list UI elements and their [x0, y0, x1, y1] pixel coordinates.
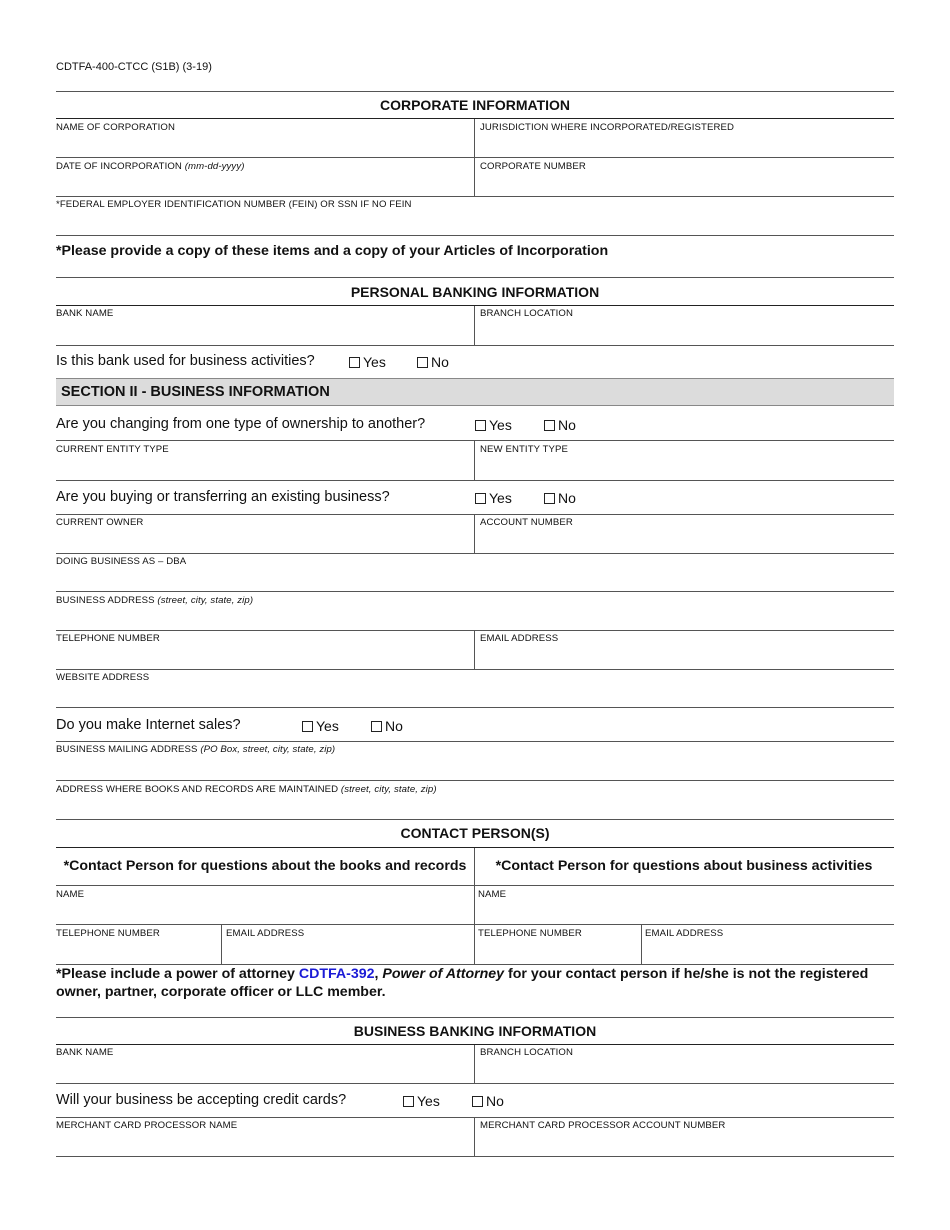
no-label: No — [431, 354, 449, 370]
corporate-number-field[interactable]: CORPORATE NUMBER — [480, 161, 586, 172]
buying-yes-checkbox[interactable] — [475, 490, 512, 506]
divider — [56, 91, 894, 92]
current-owner-field[interactable]: CURRENT OWNER — [56, 517, 144, 528]
divider — [56, 553, 894, 554]
power-of-attorney-note — [56, 965, 894, 1001]
business-contact-name-field[interactable]: NAME — [478, 889, 507, 900]
date-of-incorporation-label: DATE OF INCORPORATION — [56, 161, 182, 172]
column-divider — [474, 515, 475, 553]
internet-no-checkbox[interactable] — [371, 718, 403, 734]
mailing-address-hint: (PO Box, street, city, state, zip) — [200, 744, 336, 755]
buying-business-question: Are you buying or transferring an existing business? — [56, 489, 390, 505]
divider — [56, 819, 894, 820]
business-contact-email-field[interactable]: EMAIL ADDRESS — [645, 928, 724, 939]
divider — [56, 741, 894, 742]
yes-label: Yes — [417, 1093, 440, 1109]
articles-note: *Please provide a copy of these items and a copy of your Articles of Incorporation — [56, 243, 609, 259]
website-field[interactable]: WEBSITE ADDRESS — [56, 672, 150, 683]
merchant-processor-name-field[interactable]: MERCHANT CARD PROCESSOR NAME — [56, 1120, 238, 1131]
mailing-address-field[interactable] — [56, 744, 335, 755]
divider — [56, 196, 894, 197]
divider — [56, 345, 894, 346]
form-page — [56, 0, 894, 1230]
business-bank-name-field[interactable]: BANK NAME — [56, 1047, 114, 1058]
business-use-question: Is this bank used for business activities? — [56, 353, 315, 369]
books-address-label: ADDRESS WHERE BOOKS AND RECORDS ARE MAINTAINED — [56, 784, 339, 795]
books-address-hint: (street, city, state, zip) — [340, 784, 437, 795]
ownership-change-question: Are you changing from one type of ownership to another? — [56, 416, 426, 432]
business-branch-location-field[interactable]: BRANCH LOCATION — [480, 1047, 574, 1058]
note-italic: Power of Attorney — [382, 966, 505, 982]
divider — [56, 277, 894, 278]
books-contact-name-field[interactable]: NAME — [56, 889, 85, 900]
divider — [56, 1044, 894, 1045]
column-divider — [474, 306, 475, 345]
divider — [56, 480, 894, 481]
business-address-label: BUSINESS ADDRESS — [56, 595, 155, 606]
business-address-field[interactable] — [56, 595, 253, 606]
divider — [56, 847, 894, 848]
business-telephone-field[interactable]: TELEPHONE NUMBER — [56, 633, 160, 644]
divider — [56, 235, 894, 236]
books-contact-heading: *Contact Person for questions about the books and records — [63, 858, 467, 874]
column-divider — [641, 925, 642, 964]
books-contact-telephone-field[interactable]: TELEPHONE NUMBER — [56, 928, 160, 939]
contact-persons-title: CONTACT PERSON(S) — [400, 825, 550, 841]
business-address-hint: (street, city, state, zip) — [157, 595, 254, 606]
corporate-info-title: CORPORATE INFORMATION — [379, 97, 571, 113]
note-text: , — [374, 966, 383, 982]
checkbox-box — [403, 1096, 414, 1107]
divider — [56, 118, 894, 119]
divider — [56, 514, 894, 515]
fein-field[interactable]: *FEDERAL EMPLOYER IDENTIFICATION NUMBER (FEIN) OR SSN IF NO FEIN — [56, 199, 412, 210]
checkbox-box — [475, 420, 486, 431]
note-text: *Please include a power of attorney — [56, 966, 299, 982]
divider — [56, 1017, 894, 1018]
form-id: CDTFA-400-CTCC (S1B) (3-19) — [56, 61, 212, 73]
column-divider — [474, 1118, 475, 1156]
new-entity-type-field[interactable]: NEW ENTITY TYPE — [480, 444, 569, 455]
checkbox-box — [544, 493, 555, 504]
divider — [56, 630, 894, 631]
column-divider — [474, 631, 475, 669]
checkbox-box — [475, 493, 486, 504]
buying-no-checkbox[interactable] — [544, 490, 576, 506]
divider — [56, 669, 894, 670]
date-of-incorporation-field[interactable] — [56, 161, 245, 172]
personal-banking-title: PERSONAL BANKING INFORMATION — [350, 284, 600, 300]
divider — [56, 591, 894, 592]
divider — [56, 780, 894, 781]
credit-cards-no-checkbox[interactable] — [472, 1093, 504, 1109]
divider — [56, 157, 894, 158]
yes-label: Yes — [316, 718, 339, 734]
divider — [56, 885, 894, 886]
business-use-yes-checkbox[interactable] — [349, 354, 386, 370]
no-label: No — [385, 718, 403, 734]
divider — [56, 1083, 894, 1084]
business-use-no-checkbox[interactable] — [417, 354, 449, 370]
personal-bank-name-field[interactable]: BANK NAME — [56, 308, 114, 319]
current-entity-type-field[interactable]: CURRENT ENTITY TYPE — [56, 444, 169, 455]
merchant-account-number-field[interactable]: MERCHANT CARD PROCESSOR ACCOUNT NUMBER — [480, 1120, 726, 1131]
business-banking-title: BUSINESS BANKING INFORMATION — [353, 1023, 597, 1039]
business-contact-telephone-field[interactable]: TELEPHONE NUMBER — [478, 928, 582, 939]
dba-field[interactable]: DOING BUSINESS AS – DBA — [56, 556, 187, 567]
yes-label: Yes — [489, 417, 512, 433]
internet-yes-checkbox[interactable] — [302, 718, 339, 734]
divider — [56, 440, 894, 441]
yes-label: Yes — [363, 354, 386, 370]
no-label: No — [558, 490, 576, 506]
yes-label: Yes — [489, 490, 512, 506]
checkbox-box — [544, 420, 555, 431]
name-of-corporation-field[interactable]: NAME OF CORPORATION — [56, 122, 175, 133]
books-address-field[interactable] — [56, 784, 437, 795]
ownership-yes-checkbox[interactable] — [475, 417, 512, 433]
ownership-no-checkbox[interactable] — [544, 417, 576, 433]
credit-cards-question: Will your business be accepting credit cards? — [56, 1092, 347, 1108]
note-text: for your contact person if he/she is not the registered owner, partner, corporate officer or LLC member. — [56, 966, 869, 1000]
divider — [56, 1117, 894, 1118]
section-ii-title: SECTION II - BUSINESS INFORMATION — [61, 384, 330, 400]
no-label: No — [486, 1093, 504, 1109]
divider — [56, 924, 894, 925]
internet-sales-question: Do you make Internet sales? — [56, 717, 241, 733]
section-ii-bar — [56, 378, 894, 406]
checkbox-box — [371, 721, 382, 732]
divider — [56, 305, 894, 306]
mailing-address-label: BUSINESS MAILING ADDRESS — [56, 744, 198, 755]
no-label: No — [558, 417, 576, 433]
credit-cards-yes-checkbox[interactable] — [403, 1093, 440, 1109]
checkbox-box — [417, 357, 428, 368]
business-contact-heading: *Contact Person for questions about business activities — [495, 858, 873, 874]
books-contact-email-field[interactable]: EMAIL ADDRESS — [226, 928, 305, 939]
divider — [56, 1156, 894, 1157]
column-divider — [221, 925, 222, 964]
account-number-field[interactable]: ACCOUNT NUMBER — [480, 517, 573, 528]
jurisdiction-field[interactable]: JURISDICTION WHERE INCORPORATED/REGISTERED — [480, 122, 735, 133]
column-divider — [474, 1045, 475, 1083]
personal-branch-location-field[interactable]: BRANCH LOCATION — [480, 308, 574, 319]
date-format-hint: (mm-dd-yyyy) — [184, 161, 245, 172]
checkbox-box — [349, 357, 360, 368]
divider — [56, 707, 894, 708]
checkbox-box — [472, 1096, 483, 1107]
cdtfa-392-link[interactable]: CDTFA-392 — [298, 966, 375, 982]
checkbox-box — [302, 721, 313, 732]
business-email-field[interactable]: EMAIL ADDRESS — [480, 633, 559, 644]
column-divider — [474, 441, 475, 480]
